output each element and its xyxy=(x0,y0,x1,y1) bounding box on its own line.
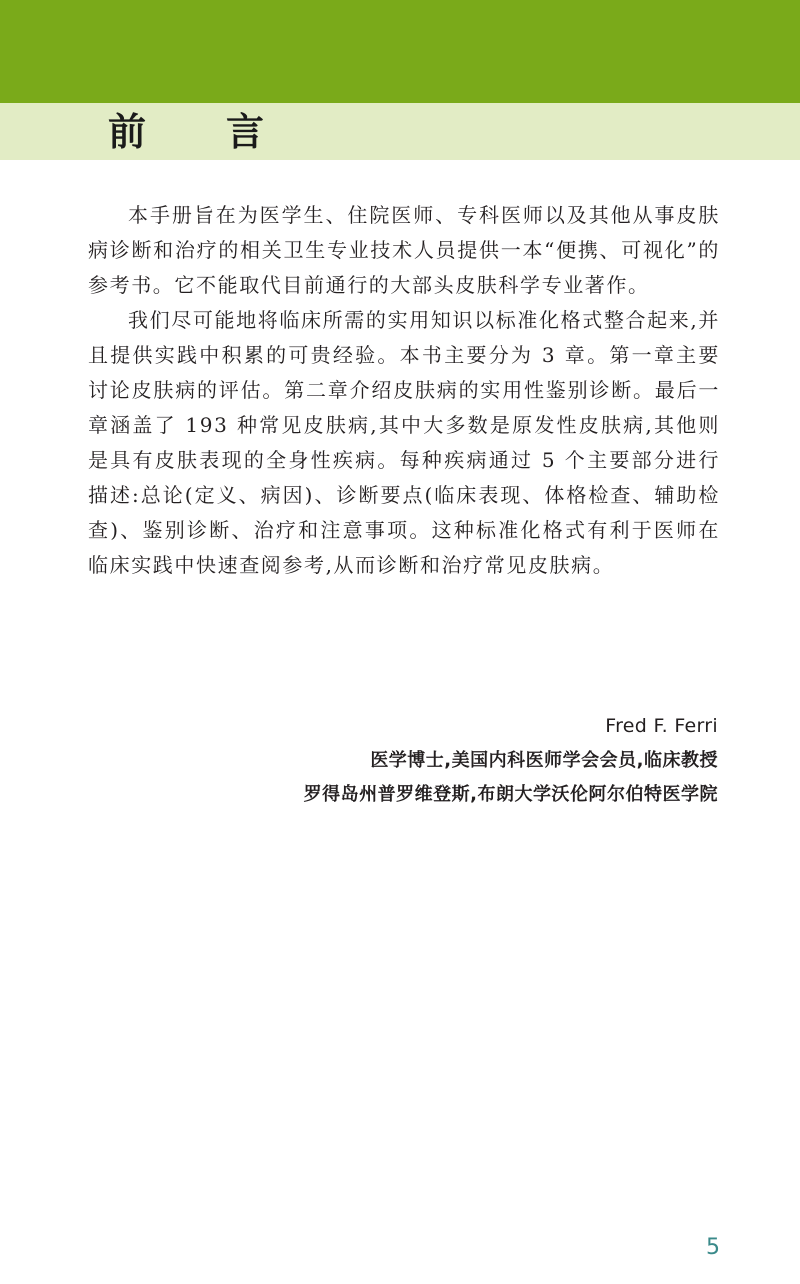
paragraph-1: 本手册旨在为医学生、住院医师、专科医师以及其他从事皮肤病诊断和治疗的相关卫生专业技术人员提供一本“便携、可视化”的参考书。它不能取代目前通行的大部头皮肤科学专业著作。 xyxy=(88,203,720,297)
preface-body xyxy=(88,198,720,583)
author-signature xyxy=(304,708,718,812)
page-number: 5 xyxy=(706,1235,720,1260)
author-credentials: 医学博士,美国内科医师学会会员,临床教授 xyxy=(370,750,718,771)
author-affiliation: 罗得岛州普罗维登斯,布朗大学沃伦阿尔伯特医学院 xyxy=(303,784,718,805)
author-name: Fred F. Ferri xyxy=(605,715,718,737)
paragraph-2: 我们尽可能地将临床所需的实用知识以标准化格式整合起来,并且提供实践中积累的可贵经验。本书主要分为 3 章。第一章主要讨论皮肤病的评估。第二章介绍皮肤病的实用性鉴别诊断。最后一章涵盖了 193 种常见皮肤病,其中大多数是原发性皮肤病,其他则是具有皮肤表现的全身性疾病。每种疾病通过 5 个主要部分进行描述:总论(定义、病因)、诊断要点(临床表现、体格检查、辅助检查)、鉴别诊断、治疗和注意事项。这种标准化格式有利于医师在临床实践中快速查阅参考,从而诊断和治疗常见皮肤病。 xyxy=(88,308,720,577)
page-title: 前言 xyxy=(108,110,345,154)
header-color-band xyxy=(0,0,800,103)
